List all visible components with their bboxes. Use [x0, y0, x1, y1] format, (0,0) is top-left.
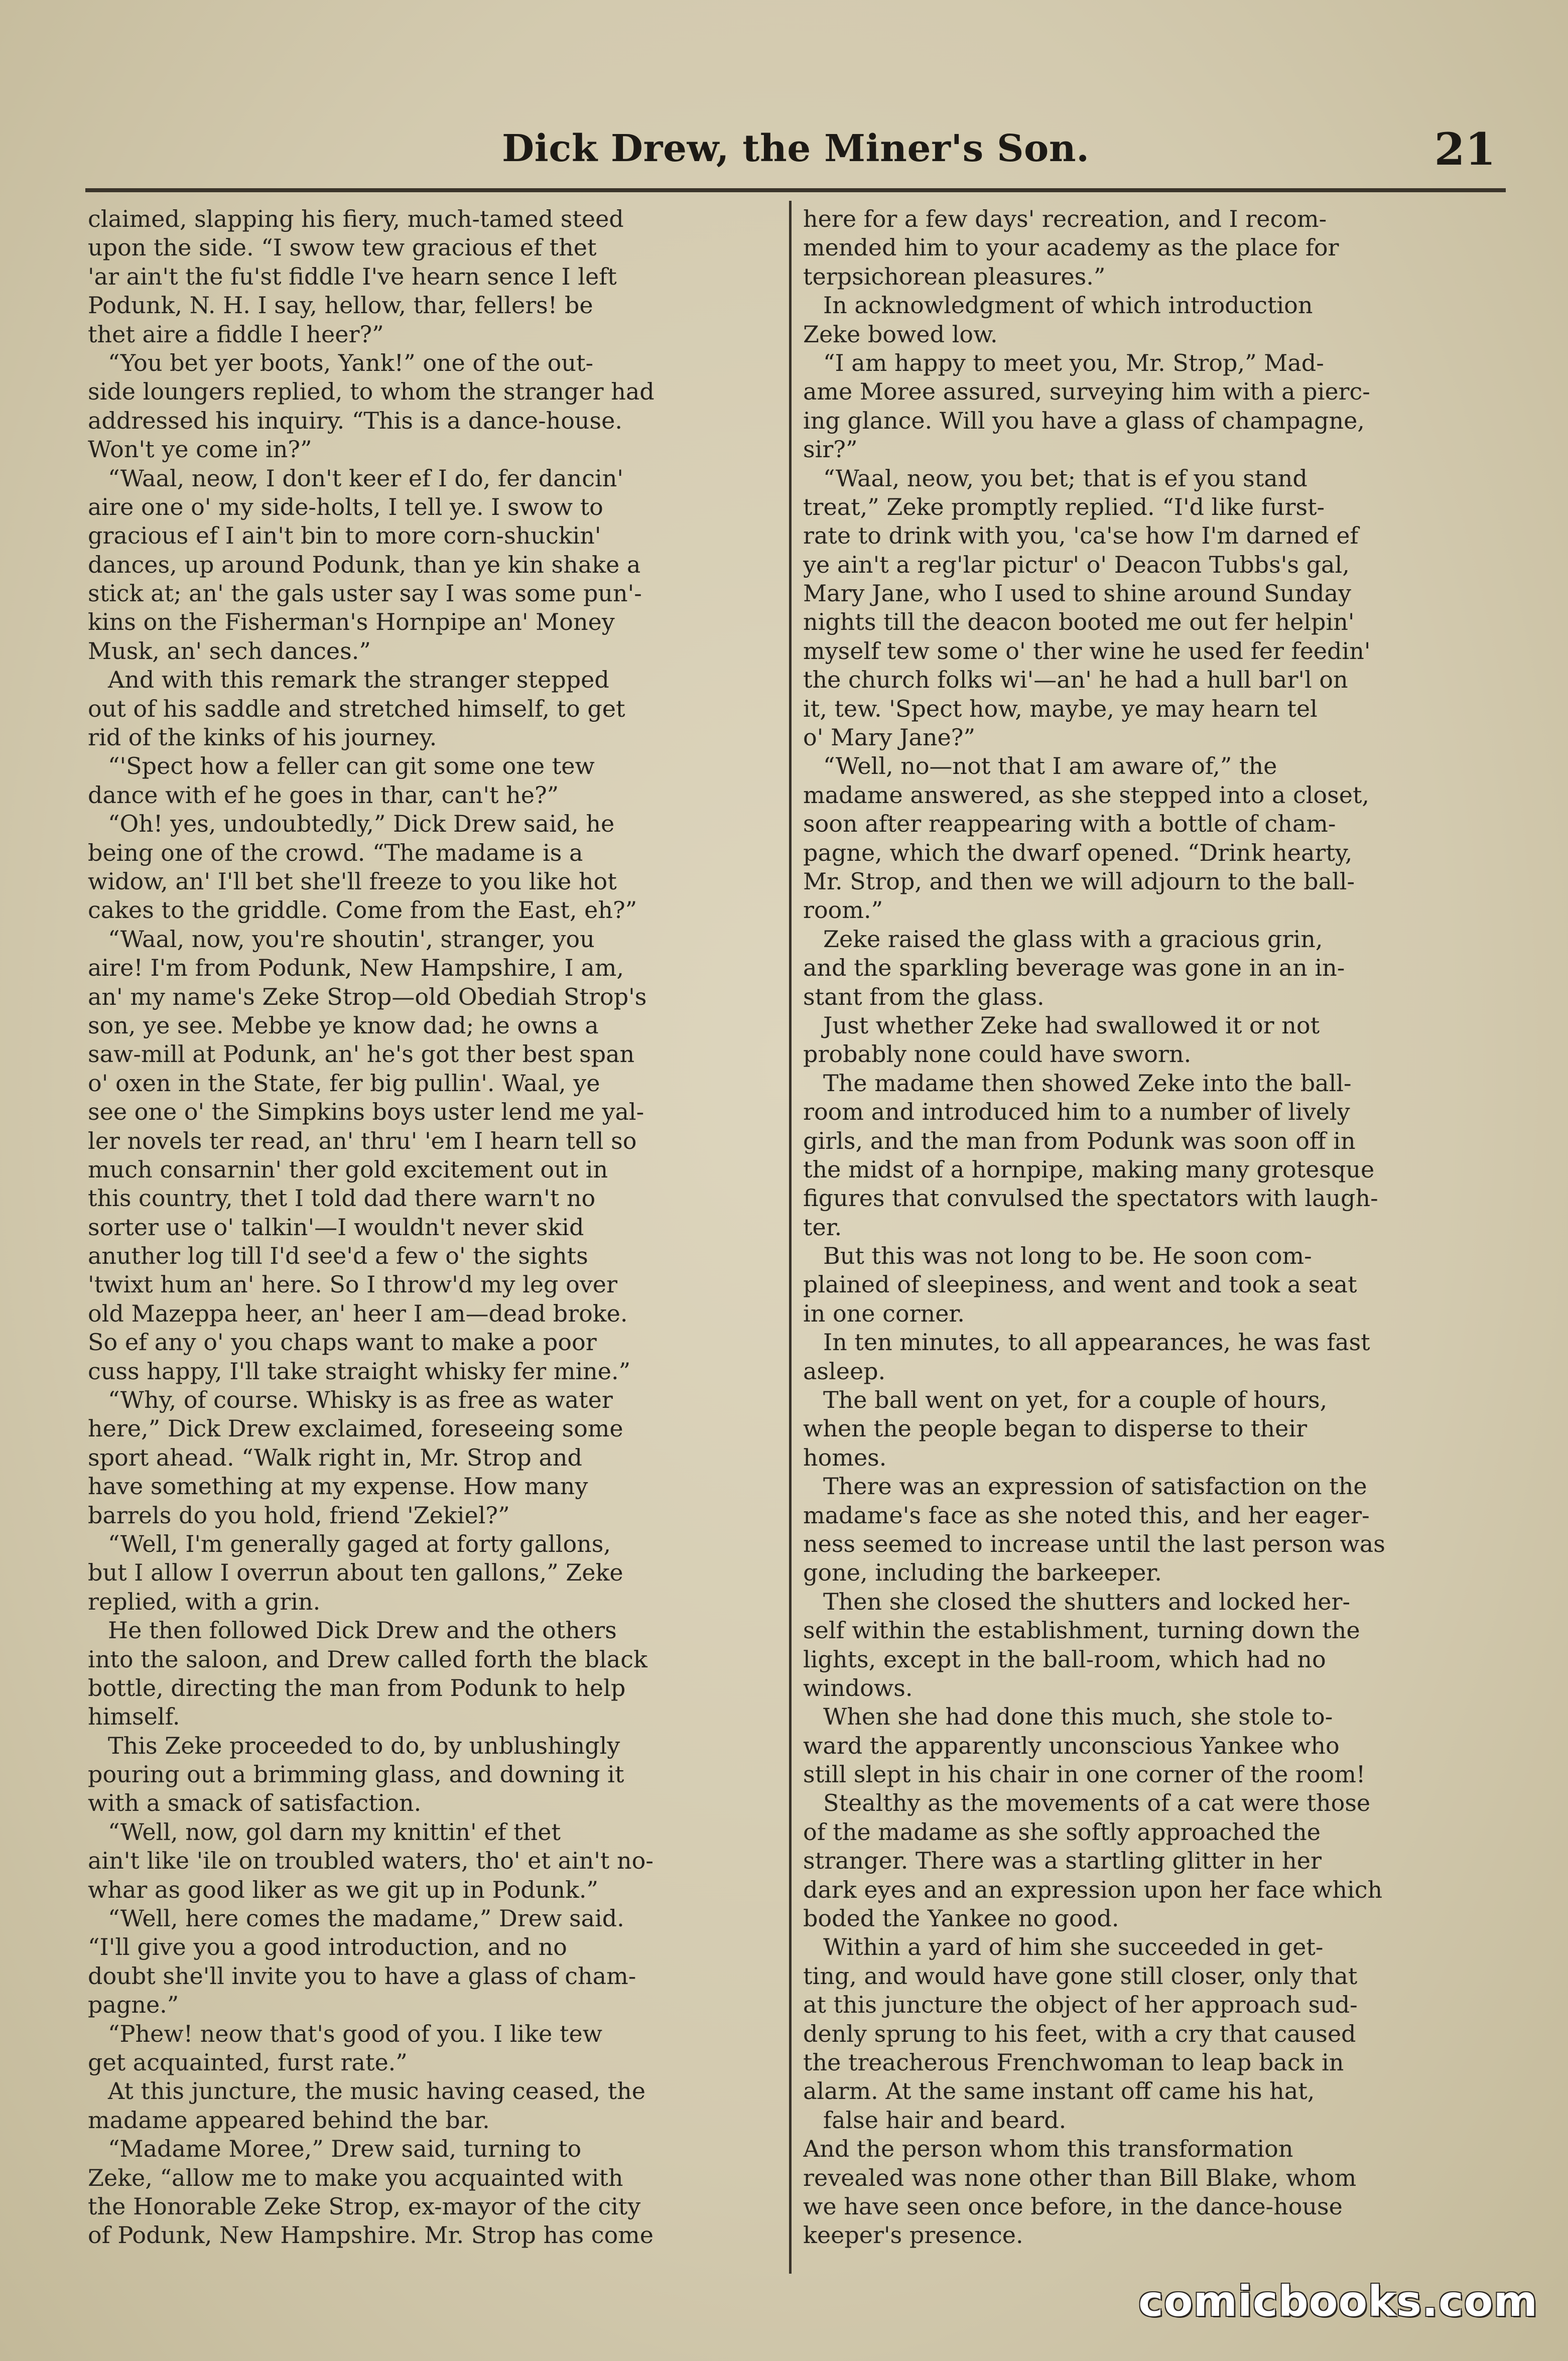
text-line: girls, and the man from Podunk was soon off in — [803, 1127, 1356, 1154]
text-line: widow, an' I'll bet she'll freeze to you like hot — [88, 867, 617, 895]
text-line: sorter use o' talkin'—I wouldn't never skid — [88, 1213, 584, 1241]
text-line: dark eyes and an expression upon her face which — [803, 1876, 1383, 1903]
text-line: Zeke bowed low. — [803, 320, 998, 348]
text-line: nights till the deacon booted me out fer helpin' — [803, 608, 1355, 636]
text-line: replied, with a grin. — [88, 1588, 321, 1615]
text-line: “Well, no—not that I am aware of,” the — [823, 752, 1277, 780]
text-line: in one corner. — [803, 1299, 965, 1327]
text-line: claimed, slapping his fiery, much-tamed steed — [88, 205, 624, 232]
text-line: here for a few days' recreation, and I recom- — [803, 205, 1327, 232]
text-line: “Waal, neow, you bet; that is ef you stand — [823, 464, 1308, 492]
text-line: ting, and would have gone still closer, only that — [803, 1962, 1358, 1990]
text-line: the Honorable Zeke Strop, ex-mayor of the city — [88, 2192, 641, 2220]
text-line: dances, up around Podunk, than ye kin shake a — [88, 551, 641, 578]
text-line: cuss happy, I'll take straight whisky fer mine.” — [88, 1357, 631, 1385]
text-line: Zeke, “allow me to make you acquainted with — [88, 2164, 623, 2191]
text-line: still slept in his chair in one corner of the room! — [803, 1761, 1366, 1788]
text-line: ame Moree assured, surveying him with a pierc- — [803, 378, 1370, 406]
text-line: stant from the glass. — [803, 983, 1044, 1010]
text-line: when the people began to disperse to their — [803, 1415, 1308, 1442]
text-line: Stealthy as the movements of a cat were those — [823, 1789, 1371, 1817]
text-line: self within the establishment, turning down the — [803, 1617, 1360, 1644]
text-line: this country, thet I told dad there warn't no — [88, 1185, 596, 1212]
text-line: “Well, now, gol darn my knittin' ef thet — [108, 1818, 561, 1846]
text-line: myself tew some o' ther wine he used fer feedin' — [803, 637, 1371, 665]
text-line: but I allow I overrun about ten gallons,” Zeke — [88, 1559, 623, 1587]
text-line: ing glance. Will you have a glass of champagne, — [803, 407, 1365, 434]
text-line: “Oh! yes, undoubtedly,” Dick Drew said, he — [108, 810, 615, 838]
text-line: aire! I'm from Podunk, New Hampshire, I am, — [88, 954, 624, 982]
text-line: And the person whom this transformation — [803, 2135, 1293, 2163]
text-line: keeper's presence. — [803, 2221, 1023, 2249]
column-divider — [789, 201, 792, 2274]
text-line: bottle, directing the man from Podunk to help — [88, 1674, 626, 1701]
text-line: plained of sleepiness, and went and took a seat — [803, 1271, 1357, 1298]
text-line: kins on the Fisherman's Hornpipe an' Money — [88, 608, 615, 636]
text-line: dance with ef he goes in thar, can't he?” — [88, 781, 559, 809]
text-line: old Mazeppa heer, an' heer I am—dead broke. — [88, 1299, 628, 1327]
text-line: ain't like 'ile on troubled waters, tho' et ain't no- — [88, 1847, 654, 1875]
text-line: side loungers replied, to whom the stranger had — [88, 378, 655, 406]
text-line: false hair and beard. — [823, 2106, 1067, 2134]
text-line: But this was not long to be. He soon com- — [823, 1242, 1312, 1270]
text-line: boded the Yankee no good. — [803, 1905, 1119, 1932]
text-line: have something at my expense. How many — [88, 1473, 588, 1500]
text-line: upon the side. “I swow tew gracious ef thet — [88, 234, 597, 261]
text-line: ward the apparently unconscious Yankee who — [803, 1732, 1340, 1759]
text-line: probably none could have sworn. — [803, 1040, 1192, 1068]
page-number: 21 — [1434, 123, 1496, 175]
text-line: 'ar ain't the fu'st fiddle I've hearn sence I left — [88, 263, 617, 290]
text-line: pouring out a brimming glass, and downing it — [88, 1761, 624, 1788]
text-line: “'Spect how a feller can git some one tew — [108, 752, 595, 780]
text-line: homes. — [803, 1444, 887, 1471]
text-line: denly sprung to his feet, with a cry that caused — [803, 2020, 1356, 2047]
text-line: Just whether Zeke had swallowed it or not — [823, 1011, 1320, 1039]
text-line: at this juncture the object of her approach sud- — [803, 1991, 1358, 2019]
text-line: “Phew! neow that's good of you. I like tew — [108, 2020, 603, 2047]
text-line: madame answered, as she stepped into a closet, — [803, 781, 1370, 809]
text-line: Podunk, N. H. I say, hellow, thar, fellers! be — [88, 292, 593, 319]
text-line: it, tew. 'Spect how, maybe, ye may hearn tel — [803, 695, 1318, 722]
text-line: ye ain't a reg'lar pictur' o' Deacon Tubbs's gal, — [803, 551, 1350, 578]
text-line: Mary Jane, who I used to shine around Sunday — [803, 580, 1351, 607]
text-line: Zeke raised the glass with a gracious grin, — [823, 925, 1323, 953]
text-line: the church folks wi'—an' he had a hull bar'l on — [803, 666, 1348, 694]
text-line: being one of the crowd. “The madame is a — [88, 839, 583, 866]
text-line: into the saloon, and Drew called forth the black — [88, 1645, 647, 1673]
text-line: doubt she'll invite you to have a glass of cham- — [88, 1962, 636, 1990]
text-line: here,” Dick Drew exclaimed, foreseeing some — [88, 1415, 623, 1442]
text-line: asleep. — [803, 1357, 886, 1385]
text-line: ler novels ter read, an' thru' 'em I hearn tell so — [88, 1127, 637, 1154]
text-line: So ef any o' you chaps want to make a poor — [88, 1329, 597, 1356]
running-title: Dick Drew, the Miner's Son. — [502, 127, 1090, 170]
text-line: lights, except in the ball-room, which had no — [803, 1645, 1326, 1673]
text-line: “I'll give you a good introduction, and no — [88, 1933, 567, 1961]
text-line: we have seen once before, in the dance-house — [803, 2192, 1343, 2220]
text-line: get acquainted, furst rate.” — [88, 2049, 408, 2076]
text-line: The madame then showed Zeke into the ball- — [823, 1069, 1352, 1097]
text-line: madame appeared behind the bar. — [88, 2106, 490, 2134]
text-line: with a smack of satisfaction. — [88, 1789, 422, 1817]
text-line: room.” — [803, 896, 883, 924]
text-line: “Well, I'm generally gaged at forty gallons, — [108, 1530, 611, 1557]
text-line: cakes to the griddle. Come from the East, eh?” — [88, 896, 637, 924]
text-line: whar as good liker as we git up in Podunk.” — [88, 1876, 599, 1903]
text-line: Then she closed the shutters and locked her- — [823, 1588, 1350, 1615]
text-line: ness seemed to increase until the last person was — [803, 1530, 1385, 1557]
text-line: and the sparkling beverage was gone in an in- — [803, 954, 1345, 982]
text-line: himself. — [88, 1703, 180, 1731]
text-line: In ten minutes, to all appearances, he was fast — [823, 1329, 1370, 1356]
text-line: see one o' the Simpkins boys uster lend me yal- — [88, 1098, 644, 1126]
text-line: barrels do you hold, friend 'Zekiel?” — [88, 1501, 510, 1529]
text-line: This Zeke proceeded to do, by unblushingly — [108, 1732, 620, 1759]
text-line: “I am happy to meet you, Mr. Strop,” Mad- — [823, 349, 1324, 376]
text-line: of Podunk, New Hampshire. Mr. Strop has come — [88, 2221, 654, 2249]
text-line: mended him to your academy as the place for — [803, 234, 1339, 261]
text-line: alarm. At the same instant off came his hat, — [803, 2077, 1315, 2105]
text-line: Musk, an' sech dances.” — [88, 637, 371, 665]
text-line: treat,” Zeke promptly replied. “I'd like furst- — [803, 493, 1325, 520]
text-line: “Why, of course. Whisky is as free as water — [108, 1386, 613, 1414]
text-line: “Waal, neow, I don't keer ef I do, fer dancin' — [108, 464, 623, 492]
text-line: At this juncture, the music having ceased, the — [108, 2077, 646, 2105]
text-line: aire one o' my side-holts, I tell ye. I swow to — [88, 493, 603, 520]
text-line: anuther log till I'd see'd a few o' the sights — [88, 1242, 588, 1270]
text-line: the midst of a hornpipe, making many grotesque — [803, 1155, 1375, 1183]
text-line: stick at; an' the gals uster say I was some pun'- — [88, 580, 642, 607]
page-header — [502, 118, 1496, 183]
text-line: room and introduced him to a number of lively — [803, 1098, 1350, 1126]
text-line: When she had done this much, she stole to- — [823, 1703, 1333, 1731]
header-rule — [85, 188, 1506, 192]
text-line: windows. — [803, 1674, 913, 1701]
text-line: sir?” — [803, 436, 858, 463]
text-line: figures that convulsed the spectators with laugh- — [803, 1185, 1378, 1212]
text-line: of the madame as she softly approached the — [803, 1818, 1321, 1846]
text-line: the treacherous Frenchwoman to leap back in — [803, 2049, 1344, 2076]
text-line: rate to drink with you, 'ca'se how I'm darned ef — [803, 522, 1359, 550]
text-line: The ball went on yet, for a couple of hours, — [823, 1386, 1328, 1414]
text-line: stranger. There was a startling glitter in her — [803, 1847, 1322, 1875]
right-text-column — [803, 205, 1503, 2263]
left-text-column — [88, 205, 778, 2263]
site-watermark: comicbooks.com — [1138, 2277, 1538, 2326]
text-line: “You bet yer boots, Yank!” one of the out- — [108, 349, 594, 376]
text-line: Mr. Strop, and then we will adjourn to the ball- — [803, 867, 1355, 895]
text-line: gone, including the barkeeper. — [803, 1559, 1162, 1587]
text-line: gracious ef I ain't bin to more corn-shuckin' — [88, 522, 601, 550]
text-line: thet aire a fiddle I heer?” — [88, 320, 384, 348]
text-line: In acknowledgment of which introduction — [823, 292, 1313, 319]
text-line: “Well, here comes the madame,” Drew said. — [108, 1905, 624, 1932]
text-line: saw-mill at Podunk, an' he's got ther best span — [88, 1040, 635, 1068]
text-line: o' oxen in the State, fer big pullin'. Waal, ye — [88, 1069, 600, 1097]
text-line: “Waal, now, you're shoutin', stranger, you — [108, 925, 595, 953]
text-line: There was an expression of satisfaction on the — [823, 1473, 1367, 1500]
text-line: Within a yard of him she succeeded in get- — [823, 1933, 1324, 1961]
text-line: madame's face as she noted this, and her eager- — [803, 1501, 1370, 1529]
text-line: soon after reappearing with a bottle of cham- — [803, 810, 1336, 838]
text-line: pagne, which the dwarf opened. “Drink hearty, — [803, 839, 1353, 866]
text-line: son, ye see. Mebbe ye know dad; he owns a — [88, 1011, 599, 1039]
text-line: He then followed Dick Drew and the others — [108, 1617, 617, 1644]
text-line: o' Mary Jane?” — [803, 724, 975, 751]
text-line: “Madame Moree,” Drew said, turning to — [108, 2135, 582, 2163]
text-line: Won't ye come in?” — [88, 436, 312, 463]
text-line: out of his saddle and stretched himself, to get — [88, 695, 625, 722]
text-line: an' my name's Zeke Strop—old Obediah Strop's — [88, 983, 647, 1010]
text-line: pagne.” — [88, 1991, 179, 2019]
text-line: addressed his inquiry. “This is a dance-house. — [88, 407, 623, 434]
text-line: sport ahead. “Walk right in, Mr. Strop and — [88, 1444, 582, 1471]
text-line: ter. — [803, 1213, 842, 1241]
text-line: rid of the kinks of his journey. — [88, 724, 437, 751]
text-line: much consarnin' ther gold excitement out in — [88, 1155, 608, 1183]
text-line: revealed was none other than Bill Blake, whom — [803, 2164, 1357, 2191]
text-line: 'twixt hum an' here. So I throw'd my leg over — [88, 1271, 618, 1298]
text-line: terpsichorean pleasures.” — [803, 263, 1106, 290]
text-line: And with this remark the stranger stepped — [108, 666, 609, 694]
